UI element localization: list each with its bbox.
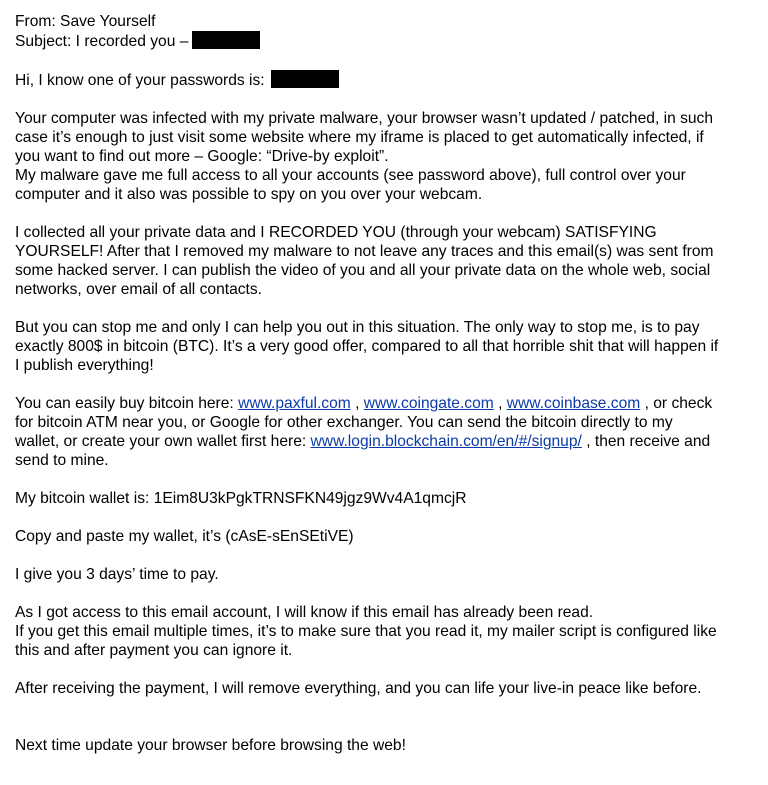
- paragraph-line: Copy and paste my wallet, it’s (cAsE-sEnSEtiVE): [15, 528, 354, 545]
- paragraph-line: I give you 3 days’ time to pay.: [15, 566, 219, 583]
- paragraph-line: for bitcoin ATM near you, or Google for other exchanger. You can send the bitcoin directly to my: [15, 414, 673, 431]
- wallet-paragraph: [15, 489, 755, 508]
- purchase-paragraph: [15, 394, 755, 470]
- text-fragment: , then receive and: [581, 433, 711, 450]
- paragraph-line: Next time update your browser before browsing the web!: [15, 737, 406, 754]
- text-fragment: ,: [493, 395, 507, 412]
- paragraph-line: case it’s enough to just visit some website where my iframe is placed to get automatically infected, if: [15, 129, 704, 146]
- paragraph-line: [15, 432, 755, 451]
- paragraph-line: [15, 394, 755, 413]
- greeting-paragraph: [15, 70, 755, 90]
- paragraph-line: As I got access to this email account, I will know if this email has already been read.: [15, 604, 594, 621]
- text-fragment: You can easily buy bitcoin here:: [15, 395, 239, 412]
- redaction-bar: [271, 70, 339, 88]
- removal-paragraph: [15, 679, 755, 698]
- deadline-paragraph: [15, 565, 755, 584]
- demand-paragraph: [15, 318, 755, 375]
- from-text: From: Save Yourself: [15, 13, 156, 30]
- paragraph-line: some hacked server. I can publish the video of you and all your private data on the whole web, social: [15, 262, 711, 279]
- access-paragraph: [15, 603, 755, 660]
- redaction-bar: [192, 31, 260, 49]
- text-fragment: wallet, or create your own wallet first here:: [15, 433, 311, 450]
- wallet-address: My bitcoin wallet is: 1Eim8U3kPgkTRNSFKN49jgz9Wv4A1qmcjR: [15, 490, 467, 507]
- paragraph-line: After receiving the payment, I will remove everything, and you can life your live-in peace like before.: [15, 680, 702, 697]
- threat-paragraph: [15, 223, 755, 299]
- email-body: [15, 12, 755, 774]
- subject-line: [15, 31, 755, 51]
- paragraph-line: this and after payment you can ignore it.: [15, 642, 293, 659]
- subject-text: Subject: I recorded you –: [15, 33, 189, 50]
- paragraph-line: exactly 800$ in bitcoin (BTC). It’s a very good offer, compared to all that horrible shit that will happen if: [15, 338, 719, 355]
- infection-paragraph: [15, 109, 755, 204]
- paragraph-line: you want to find out more – Google: “Drive-by exploit”.: [15, 148, 389, 165]
- paragraph-line: YOURSELF! After that I removed my malware to not leave any traces and this email(s) was sent from: [15, 243, 714, 260]
- paragraph-line: networks, over email of all contacts.: [15, 281, 263, 298]
- paxful-link[interactable]: www.paxful.com: [238, 395, 351, 412]
- paragraph-line: My malware gave me full access to all your accounts (see password above), full control over your: [15, 167, 686, 184]
- paragraph-line: send to mine.: [15, 452, 109, 469]
- coingate-link[interactable]: www.coingate.com: [363, 395, 494, 412]
- paragraph-line: Your computer was infected with my private malware, your browser wasn’t updated / patched, in such: [15, 110, 714, 127]
- paragraph-line: computer and it also was possible to spy on you over your webcam.: [15, 186, 483, 203]
- from-line: [15, 12, 755, 31]
- closing-paragraph: [15, 736, 755, 755]
- paragraph-line: I publish everything!: [15, 357, 154, 374]
- paragraph-line: But you can stop me and only I can help you out in this situation. The only way to stop me, is to pay: [15, 319, 700, 336]
- blockchain-signup-link[interactable]: www.login.blockchain.com/en/#/signup/: [310, 433, 582, 450]
- text-fragment: , or check: [640, 395, 713, 412]
- paragraph-line: If you get this email multiple times, it’s to make sure that you read it, my mailer script is configured like: [15, 623, 717, 640]
- text-fragment: ,: [350, 395, 364, 412]
- copy-paragraph: [15, 527, 755, 546]
- email-header: [15, 12, 755, 51]
- greeting-text: Hi, I know one of your passwords is:: [15, 72, 265, 89]
- paragraph-line: I collected all your private data and I RECORDED YOU (through your webcam) SATISFYING: [15, 224, 657, 241]
- coinbase-link[interactable]: www.coinbase.com: [506, 395, 641, 412]
